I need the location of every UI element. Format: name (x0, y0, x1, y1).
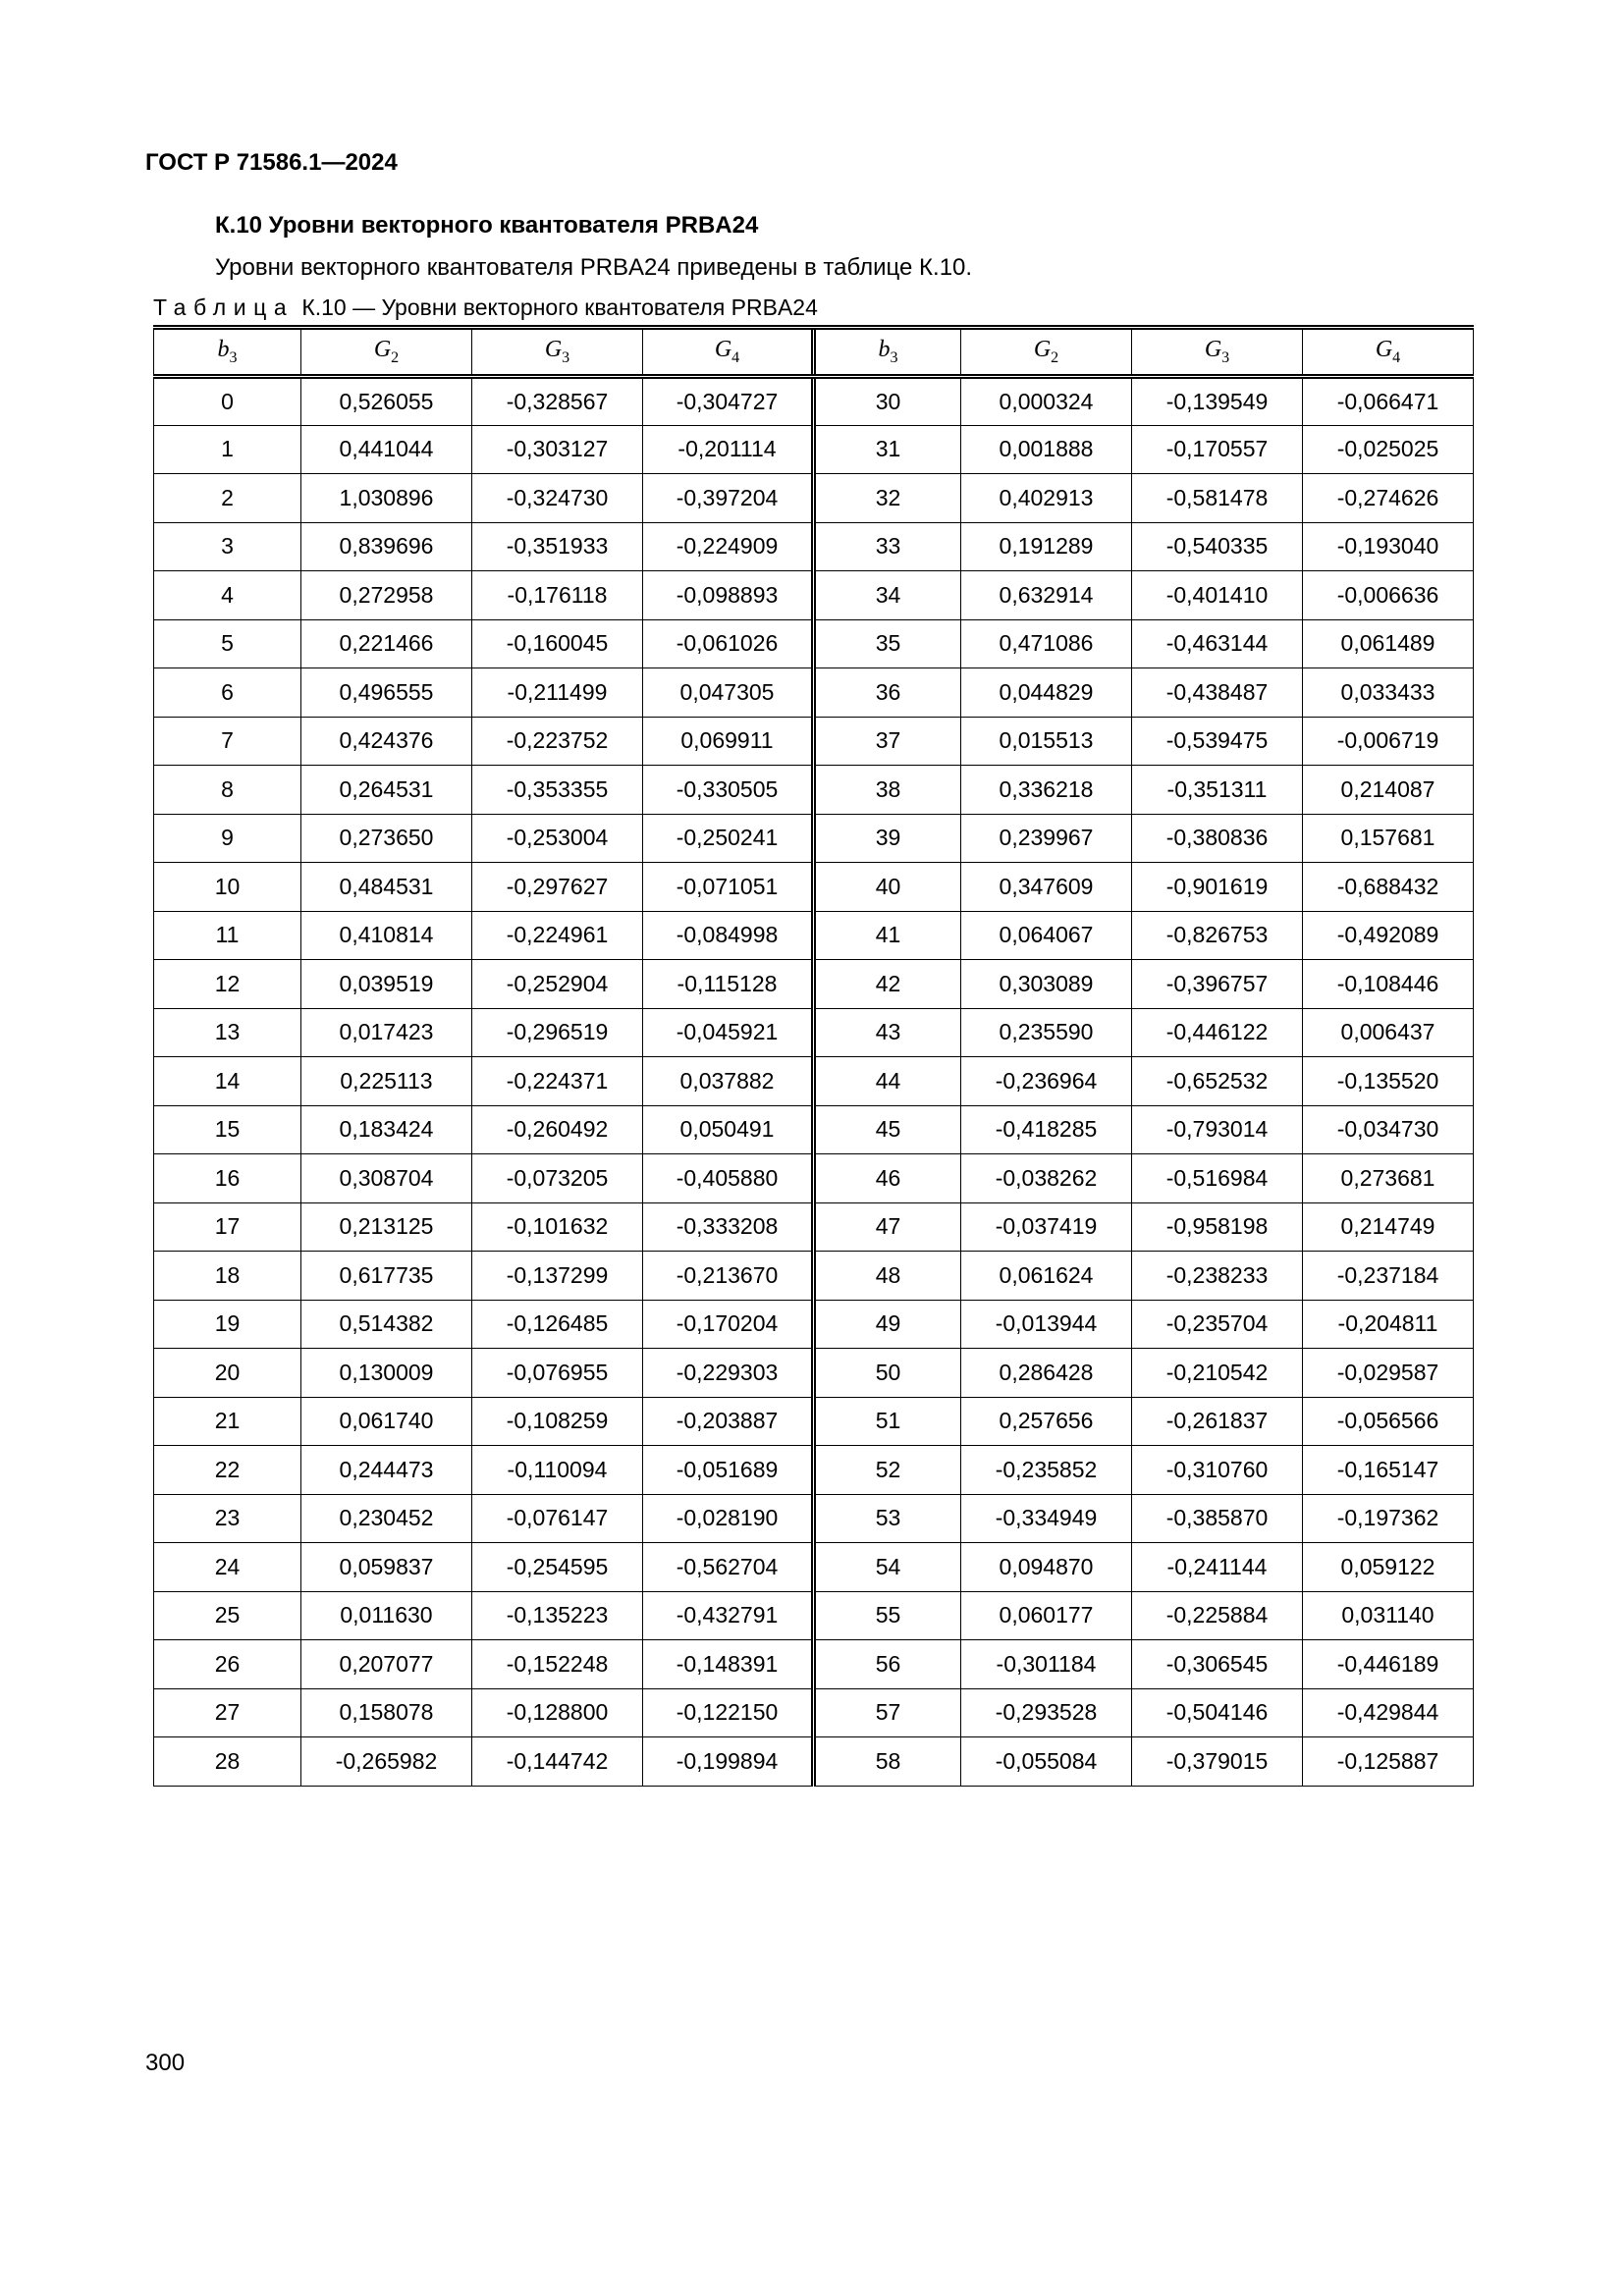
table-cell: 0,059837 (301, 1543, 472, 1592)
table-cell: -0,235852 (961, 1446, 1132, 1495)
table-cell: -0,405880 (643, 1154, 814, 1203)
table-cell: 0,526055 (301, 377, 472, 426)
table-cell: -0,304727 (643, 377, 814, 426)
table-cell: 31 (814, 425, 961, 474)
table-cell: 13 (154, 1008, 301, 1057)
table-cell: 0 (154, 377, 301, 426)
table-cell: 0,617735 (301, 1252, 472, 1301)
table-caption-label: Таблица (153, 294, 295, 320)
table-cell: -0,539475 (1132, 717, 1303, 766)
table-cell: 14 (154, 1057, 301, 1106)
table-cell: -0,170557 (1132, 425, 1303, 474)
table-cell: -0,076147 (472, 1494, 643, 1543)
table-cell: -0,101632 (472, 1202, 643, 1252)
table-cell: -0,492089 (1303, 911, 1474, 960)
table-cell: 27 (154, 1688, 301, 1737)
table-cell: 0,006437 (1303, 1008, 1474, 1057)
table-cell: 0,017423 (301, 1008, 472, 1057)
table-cell: 16 (154, 1154, 301, 1203)
table-cell: 37 (814, 717, 961, 766)
table-cell: -0,328567 (472, 377, 643, 426)
table-cell: 0,061740 (301, 1397, 472, 1446)
table-cell: 0,239967 (961, 814, 1132, 863)
table-cell: 18 (154, 1252, 301, 1301)
table-cell: 4 (154, 571, 301, 620)
table-cell: -0,581478 (1132, 474, 1303, 523)
table-cell: -0,108259 (472, 1397, 643, 1446)
table-cell: -0,110094 (472, 1446, 643, 1495)
table-cell: -0,432791 (643, 1591, 814, 1640)
table-cell: 54 (814, 1543, 961, 1592)
table-cell: 49 (814, 1300, 961, 1349)
table-cell: 0,471086 (961, 619, 1132, 668)
column-header-G3: $G_3$ (472, 328, 643, 377)
table-cell: 57 (814, 1688, 961, 1737)
table-cell: 0,424376 (301, 717, 472, 766)
table-cell: -0,274626 (1303, 474, 1474, 523)
table-cell: -0,241144 (1132, 1543, 1303, 1592)
table-cell: 0,273681 (1303, 1154, 1474, 1203)
table-cell: -0,055084 (961, 1737, 1132, 1787)
table-cell: -0,152248 (472, 1640, 643, 1689)
table-cell: -0,254595 (472, 1543, 643, 1592)
table-cell: -0,229303 (643, 1349, 814, 1398)
table-cell: -0,037419 (961, 1202, 1132, 1252)
table-cell: 0,157681 (1303, 814, 1474, 863)
table-cell: -0,418285 (961, 1105, 1132, 1154)
table-cell: 0,033433 (1303, 668, 1474, 718)
table-cell: 24 (154, 1543, 301, 1592)
table-cell: -0,056566 (1303, 1397, 1474, 1446)
table-row (154, 1252, 1474, 1301)
table-cell: -0,045921 (643, 1008, 814, 1057)
table-cell: -0,235704 (1132, 1300, 1303, 1349)
table-cell: -0,025025 (1303, 425, 1474, 474)
table-cell: -0,211499 (472, 668, 643, 718)
table-cell: -0,379015 (1132, 1737, 1303, 1787)
table-cell: -0,128800 (472, 1688, 643, 1737)
column-header-G3: $G_3$ (1132, 328, 1303, 377)
section-heading: К.10 Уровни векторного квантователя PRBA24 (215, 212, 759, 239)
table-cell: 21 (154, 1397, 301, 1446)
table-cell: -0,380836 (1132, 814, 1303, 863)
table-cell: 19 (154, 1300, 301, 1349)
table-cell: -0,353355 (472, 766, 643, 815)
table-cell: -0,324730 (472, 474, 643, 523)
table-cell: 0,191289 (961, 522, 1132, 571)
table-cell: 5 (154, 619, 301, 668)
table-cell: -0,066471 (1303, 377, 1474, 426)
table-cell: 50 (814, 1349, 961, 1398)
table-cell: 0,347609 (961, 863, 1132, 912)
table-cell: 0,273650 (301, 814, 472, 863)
table-cell: 32 (814, 474, 961, 523)
table-cell: 0,336218 (961, 766, 1132, 815)
table-cell: -0,165147 (1303, 1446, 1474, 1495)
table-cell: 0,064067 (961, 911, 1132, 960)
table-cell: -0,225884 (1132, 1591, 1303, 1640)
table-cell: 0,213125 (301, 1202, 472, 1252)
table-cell: -0,076955 (472, 1349, 643, 1398)
table-cell: 20 (154, 1349, 301, 1398)
table-cell: 0,039519 (301, 960, 472, 1009)
table-cell: -0,013944 (961, 1300, 1132, 1349)
table-cell: 0,031140 (1303, 1591, 1474, 1640)
table-cell: -0,199894 (643, 1737, 814, 1787)
table-cell: -0,029587 (1303, 1349, 1474, 1398)
table-cell: -0,108446 (1303, 960, 1474, 1009)
table-cell: -0,237184 (1303, 1252, 1474, 1301)
table-cell: -0,144742 (472, 1737, 643, 1787)
table-cell: 0,632914 (961, 571, 1132, 620)
table-row (154, 1640, 1474, 1689)
table-cell: 39 (814, 814, 961, 863)
table-cell: 45 (814, 1105, 961, 1154)
table-row (154, 425, 1474, 474)
table-cell: -0,250241 (643, 814, 814, 863)
table-cell: 0,484531 (301, 863, 472, 912)
table-cell: 0,244473 (301, 1446, 472, 1495)
table-cell: 0,050491 (643, 1105, 814, 1154)
table-row (154, 960, 1474, 1009)
table-cell: -0,137299 (472, 1252, 643, 1301)
table-cell: -0,238233 (1132, 1252, 1303, 1301)
table-cell: 8 (154, 766, 301, 815)
table-row (154, 1591, 1474, 1640)
table-cell: -0,901619 (1132, 863, 1303, 912)
table-cell: 0,015513 (961, 717, 1132, 766)
table-cell: -0,139549 (1132, 377, 1303, 426)
table-cell: 0,257656 (961, 1397, 1132, 1446)
table-cell: -0,261837 (1132, 1397, 1303, 1446)
table-cell: 56 (814, 1640, 961, 1689)
table-cell: 0,235590 (961, 1008, 1132, 1057)
table-row (154, 863, 1474, 912)
page-number: 300 (145, 2050, 186, 2076)
table-cell: -0,265982 (301, 1737, 472, 1787)
table-cell: 0,221466 (301, 619, 472, 668)
table-row (154, 474, 1474, 523)
table-cell: 33 (814, 522, 961, 571)
table-cell: 58 (814, 1737, 961, 1787)
table-caption (153, 294, 818, 321)
table-row (154, 1446, 1474, 1495)
table-row (154, 522, 1474, 571)
table-cell: 0,183424 (301, 1105, 472, 1154)
table-cell: 0,000324 (961, 377, 1132, 426)
table-cell: -0,236964 (961, 1057, 1132, 1106)
table-cell: 0,069911 (643, 717, 814, 766)
table-row (154, 1737, 1474, 1787)
column-header-b3: $b_3$ (154, 328, 301, 377)
table-cell: -0,197362 (1303, 1494, 1474, 1543)
table-header-row (154, 328, 1474, 377)
table-caption-text: К.10 — Уровни векторного квантователя PRBA24 (301, 294, 818, 320)
table-cell: -0,252904 (472, 960, 643, 1009)
table-cell: -0,310760 (1132, 1446, 1303, 1495)
table-row (154, 1008, 1474, 1057)
table-cell: -0,224909 (643, 522, 814, 571)
doc-header: ГОСТ Р 71586.1—2024 (145, 149, 398, 176)
table-cell: -0,204811 (1303, 1300, 1474, 1349)
table-cell: 0,225113 (301, 1057, 472, 1106)
table-row (154, 619, 1474, 668)
table-cell: -0,296519 (472, 1008, 643, 1057)
table-cell: -0,073205 (472, 1154, 643, 1203)
table-cell: 46 (814, 1154, 961, 1203)
table-cell: -0,438487 (1132, 668, 1303, 718)
table-cell: 0,402913 (961, 474, 1132, 523)
table-cell: -0,397204 (643, 474, 814, 523)
table-row (154, 1688, 1474, 1737)
table-cell: 55 (814, 1591, 961, 1640)
table-cell: -0,826753 (1132, 911, 1303, 960)
table-cell: -0,224961 (472, 911, 643, 960)
table-cell: -0,160045 (472, 619, 643, 668)
column-header-G2: $G_2$ (961, 328, 1132, 377)
table-cell: 22 (154, 1446, 301, 1495)
table-cell: -0,170204 (643, 1300, 814, 1349)
table-cell: 35 (814, 619, 961, 668)
table-cell: 17 (154, 1202, 301, 1252)
table-cell: -0,115128 (643, 960, 814, 1009)
table-cell: 3 (154, 522, 301, 571)
table-cell: -0,038262 (961, 1154, 1132, 1203)
table-cell: 15 (154, 1105, 301, 1154)
table-cell: -0,540335 (1132, 522, 1303, 571)
table-cell: -0,224371 (472, 1057, 643, 1106)
table-cell: 0,158078 (301, 1688, 472, 1737)
table-cell: -0,135223 (472, 1591, 643, 1640)
table-row (154, 1202, 1474, 1252)
table-cell: -0,006636 (1303, 571, 1474, 620)
table-cell: 0,441044 (301, 425, 472, 474)
table-cell: -0,028190 (643, 1494, 814, 1543)
table-cell: -0,210542 (1132, 1349, 1303, 1398)
table-cell: 0,011630 (301, 1591, 472, 1640)
table-cell: 0,130009 (301, 1349, 472, 1398)
table-cell: 44 (814, 1057, 961, 1106)
table-cell: -0,135520 (1303, 1057, 1474, 1106)
table-cell: -0,260492 (472, 1105, 643, 1154)
table-cell: -0,193040 (1303, 522, 1474, 571)
table-row (154, 766, 1474, 815)
table-cell: 40 (814, 863, 961, 912)
table-cell: -0,126485 (472, 1300, 643, 1349)
table-cell: 42 (814, 960, 961, 1009)
table-cell: 53 (814, 1494, 961, 1543)
table-cell: 47 (814, 1202, 961, 1252)
column-header-G4: $G_4$ (643, 328, 814, 377)
table-cell: -0,213670 (643, 1252, 814, 1301)
table-cell: -0,306545 (1132, 1640, 1303, 1689)
table-cell: -0,333208 (643, 1202, 814, 1252)
table-cell: -0,516984 (1132, 1154, 1303, 1203)
table-cell: -0,958198 (1132, 1202, 1303, 1252)
table-row (154, 1494, 1474, 1543)
table-cell: -0,301184 (961, 1640, 1132, 1689)
table-cell: 23 (154, 1494, 301, 1543)
table-cell: 11 (154, 911, 301, 960)
table-cell: -0,351311 (1132, 766, 1303, 815)
table-row (154, 911, 1474, 960)
table-cell: 0,037882 (643, 1057, 814, 1106)
table-cell: -0,351933 (472, 522, 643, 571)
column-header-G4: $G_4$ (1303, 328, 1474, 377)
table-cell: 7 (154, 717, 301, 766)
table-cell: -0,253004 (472, 814, 643, 863)
table-cell: 0,044829 (961, 668, 1132, 718)
table-cell: 1 (154, 425, 301, 474)
table-cell: -0,223752 (472, 717, 643, 766)
table-cell: 48 (814, 1252, 961, 1301)
table-cell: -0,652532 (1132, 1057, 1303, 1106)
table-cell: -0,084998 (643, 911, 814, 960)
column-header-G2: $G_2$ (301, 328, 472, 377)
table-cell: 34 (814, 571, 961, 620)
table-row (154, 1154, 1474, 1203)
table-cell: -0,201114 (643, 425, 814, 474)
table-row (154, 668, 1474, 718)
table-cell: 0,059122 (1303, 1543, 1474, 1592)
table-cell: -0,463144 (1132, 619, 1303, 668)
table-cell: 28 (154, 1737, 301, 1787)
table-cell: -0,176118 (472, 571, 643, 620)
table-cell: -0,385870 (1132, 1494, 1303, 1543)
section-paragraph: Уровни векторного квантователя PRBA24 приведены в таблице К.10. (215, 254, 973, 281)
table-cell: -0,203887 (643, 1397, 814, 1446)
table-cell: 0,286428 (961, 1349, 1132, 1398)
table-cell: 0,514382 (301, 1300, 472, 1349)
table-cell: -0,401410 (1132, 571, 1303, 620)
table-cell: -0,061026 (643, 619, 814, 668)
table-cell: -0,303127 (472, 425, 643, 474)
table-cell: 26 (154, 1640, 301, 1689)
table-cell: 0,214749 (1303, 1202, 1474, 1252)
table-cell: 9 (154, 814, 301, 863)
table-cell: 0,061489 (1303, 619, 1474, 668)
table-row (154, 814, 1474, 863)
table-cell: 10 (154, 863, 301, 912)
table-cell: 41 (814, 911, 961, 960)
table-row (154, 1349, 1474, 1398)
table-cell: 0,410814 (301, 911, 472, 960)
table-cell: 43 (814, 1008, 961, 1057)
table-cell: 0,207077 (301, 1640, 472, 1689)
table-cell: -0,006719 (1303, 717, 1474, 766)
table-cell: -0,793014 (1132, 1105, 1303, 1154)
table-cell: 25 (154, 1591, 301, 1640)
table-row (154, 1543, 1474, 1592)
column-header-b3: $b_3$ (814, 328, 961, 377)
table-cell: 0,496555 (301, 668, 472, 718)
table-cell: 0,061624 (961, 1252, 1132, 1301)
table-cell: -0,504146 (1132, 1688, 1303, 1737)
table-cell: -0,125887 (1303, 1737, 1474, 1787)
table-row (154, 1300, 1474, 1349)
table-row (154, 377, 1474, 426)
table-cell: -0,396757 (1132, 960, 1303, 1009)
table-cell: -0,051689 (643, 1446, 814, 1495)
table-cell: 1,030896 (301, 474, 472, 523)
table-cell: -0,098893 (643, 571, 814, 620)
table-cell: 0,308704 (301, 1154, 472, 1203)
table-cell: 0,839696 (301, 522, 472, 571)
table-cell: -0,562704 (643, 1543, 814, 1592)
table-cell: -0,688432 (1303, 863, 1474, 912)
table-row (154, 1397, 1474, 1446)
table-cell: 30 (814, 377, 961, 426)
table-cell: 0,047305 (643, 668, 814, 718)
table-cell: 0,303089 (961, 960, 1132, 1009)
table-row (154, 717, 1474, 766)
table-cell: 52 (814, 1446, 961, 1495)
quantizer-levels-table (153, 325, 1474, 1787)
table-body (154, 377, 1474, 1787)
table-cell: -0,429844 (1303, 1688, 1474, 1737)
table-cell: 2 (154, 474, 301, 523)
table-cell: -0,122150 (643, 1688, 814, 1737)
table-cell: 51 (814, 1397, 961, 1446)
table-cell: 0,001888 (961, 425, 1132, 474)
table-cell: 0,264531 (301, 766, 472, 815)
table-cell: -0,034730 (1303, 1105, 1474, 1154)
table-cell: 0,230452 (301, 1494, 472, 1543)
table-cell: 38 (814, 766, 961, 815)
table-cell: -0,334949 (961, 1494, 1132, 1543)
table-cell: 12 (154, 960, 301, 1009)
table-cell: 6 (154, 668, 301, 718)
table-cell: 36 (814, 668, 961, 718)
table-cell: -0,297627 (472, 863, 643, 912)
table-cell: 0,094870 (961, 1543, 1132, 1592)
table-cell: -0,446189 (1303, 1640, 1474, 1689)
table-cell: 0,272958 (301, 571, 472, 620)
table-cell: -0,148391 (643, 1640, 814, 1689)
table-row (154, 1105, 1474, 1154)
table-row (154, 571, 1474, 620)
table-row (154, 1057, 1474, 1106)
table-cell: 0,060177 (961, 1591, 1132, 1640)
table-cell: -0,446122 (1132, 1008, 1303, 1057)
table-cell: -0,293528 (961, 1688, 1132, 1737)
table-cell: -0,071051 (643, 863, 814, 912)
table-cell: -0,330505 (643, 766, 814, 815)
table-cell: 0,214087 (1303, 766, 1474, 815)
